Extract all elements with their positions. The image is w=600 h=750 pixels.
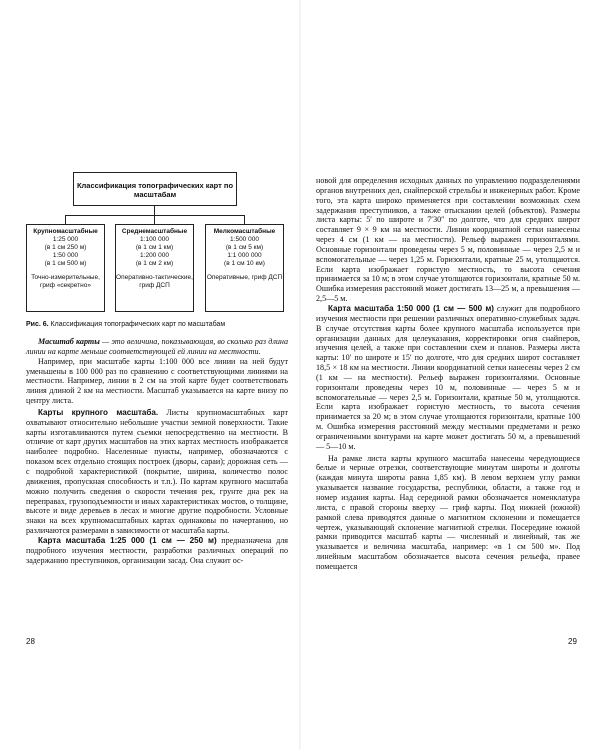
left-body-text (26, 337, 288, 565)
connector-line (244, 215, 245, 224)
section-heading: Карта масштаба 1:50 000 (1 см — 500 м) (328, 303, 495, 313)
scale-value: 1:500 000 (230, 236, 259, 243)
paragraph: Например, при масштабе карты 1:100 000 все линии на ней будут уменьшены в 100 000 раз по сравнению с соответствующими линиями на местности. Например, линии в 2 см на этой карте будет соответствовать линия длиной 2 км на местности. Масштаб указывается на карте внизу по центру листа. (26, 356, 288, 406)
scale-value: 1:200 000 (140, 252, 169, 259)
paragraph (26, 337, 288, 357)
scale-value: (в 1 см 1 км) (135, 244, 174, 251)
column-note: Оперативно-тактические, гриф ДСП (116, 274, 193, 289)
definition-text: — это величина, показывающая, во сколько раз длина линии на карте меньше соответствующей ей линии на местности. (26, 337, 288, 356)
column-heading: Мелкомасштабные (213, 228, 276, 235)
column-note: Точно-измерительные, гриф «секретно» (31, 274, 100, 289)
paragraph (316, 304, 580, 452)
diagram-title-box: Классификация топографических карт по масштабам (73, 172, 237, 206)
column-heading: Крупномасштабные (33, 228, 98, 235)
page-number: 28 (26, 637, 35, 646)
page-number: 29 (568, 637, 577, 646)
paragraph-text: Листы крупномасштабных карт охватывают относительно небольшие участки земной поверхности. Такие карты изготавливаются путем съемки непосредственно на местности. В отличие от карт других масштабов на этих картах местность изображается наиболее подробно. Населенные пункты, например, обозначаются с показом всех отдельно стоящих построек (дворы, сараи); дорожная сеть — с подробной характеристикой (покрытие, ширина, количество полос движения, пропускная способность и т.п.). По картам крупного масштаба можно получить сведения о скорости течения рек, грунте дна рек на переправах, грузоподъемности и иных характеристиках мостов, о толщине, высоте и виде деревьев в лесах и многие другие подробности. Условные знаки на всех крупномасштабных картах одинаковы по начертанию, но различаются размерами в зависимости от масштаба карты. (26, 407, 288, 536)
column-heading: Среднемасштабные (121, 228, 188, 235)
small-scale-box (205, 224, 284, 312)
section-heading: Карты крупного масштаба. (38, 407, 159, 417)
medium-scale-box (115, 224, 194, 312)
paragraph: новой для определения исходных данных по управлению подразделениями органов внутренних дел, снайперской стрельбы и инженерных работ. Кроме того, эта карта широко применяется при составлении возможных схем задержания преступников, а также отыскании целей (объектов). Размеры листа карты: 5′ по широте и 7′30″ по долготе, что для средних широт составляет 9 × 9 км на местности. Линии координатной сетки нанесены через 4 см (1 км — на местности). Рельеф выражен горизонталями. Основные горизонтали проведены через 5 м, половинные — через 2,5 м и вспомогательные — через 1,25 м. Горизонтали, кратные 25 м, утолщаются. Если карта изображает гористую местность, то высота сечения принимается за 10 м; в этом случае утолщаются горизонтали, кратные 50 м. Ошибка измерения расстояний может достигать 13—25 м, а превышения — 2,5—5 м. (316, 176, 580, 304)
large-scale-box (26, 224, 105, 312)
scale-value: (в 1 см 5 км) (225, 244, 264, 251)
scale-value: (в 1 см 10 км) (224, 260, 265, 267)
paragraph (26, 536, 288, 566)
term-definition: Масштаб карты (38, 337, 100, 346)
scale-value: (в 1 см 500 м) (44, 260, 87, 267)
paragraph-text: предназначена для подробного изучения местности, разработки различных операций по задержанию преступников, организации засад. Она служит ос- (26, 535, 288, 565)
column-note: Оперативные, гриф ДСП (206, 274, 283, 281)
scale-value: 1:50 000 (52, 252, 79, 259)
caption-label: Рис. 6. (26, 321, 49, 328)
paragraph-text: служит для подробного изучения местности при решении различных оперативно-служебных задач. В случае отсутствия карты более крупного масштаба используется при организации данных для целеуказания, корректировки огня снайперов, изучения целей, а также при составлении схем и планов. Размеры листа карты: 10′ по широте и 15′ по долготе, что для средних широт составляет 18,5 × 18 км на местности. Линии координатной сетки нанесены через 2 см (1 км — на местности). Рельеф выражен горизонталями. Основные горизонтали проведены через 10 м, половинные — через 5 м и вспомогательные — через 2,5 м. Горизонтали, кратные 50 м, утолщаются. Если карта изображает гористую местность, то высота сечения принимается за 20 м; в этом случае утолщаются горизонтали, кратные 100 м. Ошибка измерения расстояний между местными предметами и резко ограниченными контурами на карте может достигать 50 м, а превышений — 5—10 м. (316, 303, 580, 451)
scale-value: 1:100 000 (140, 236, 169, 243)
scale-value: (в 1 см 2 км) (135, 260, 174, 267)
connector-line (65, 215, 245, 216)
right-body-text (316, 176, 580, 572)
connector-line (154, 206, 155, 215)
connector-line (65, 215, 66, 224)
section-heading: Карта масштаба 1:25 000 (1 см — 250 м) (38, 535, 217, 545)
classification-diagram (26, 172, 284, 312)
connector-line (154, 215, 155, 224)
scale-value: 1:25 000 (52, 236, 79, 243)
paragraph (26, 408, 288, 536)
figure-caption (26, 321, 288, 328)
paragraph: На рамке листа карты крупного масштаба нанесены чередующиеся белые и черные отрезки, соответствующие минутам широты и долготы (каждая минута широты равна 1,85 км). В левом верхнем углу рамки указывается название государства, республики, области, а также год и номер издания карты. Над серединой рамки обозначается номенклатура листа, с правой стороны вверху — гриф карты. Под нижней (южной) рамкой слева приводятся данные о магнитном склонении и помещается чертеж, указывающий склонение магнитной стрелки. Посередине южной рамки приводится масштаб карты — численный и линейный, так же указывается и величина масштаба, например: «в 1 см 500 м». Под линейным масштабом обозначается высота сечения рельефа, правее помещается (316, 453, 580, 571)
scale-value: (в 1 см 250 м) (44, 244, 87, 251)
caption-text: Классификация топографических карт по масштабам (50, 321, 226, 328)
scale-value: 1:1 000 000 (227, 252, 262, 259)
